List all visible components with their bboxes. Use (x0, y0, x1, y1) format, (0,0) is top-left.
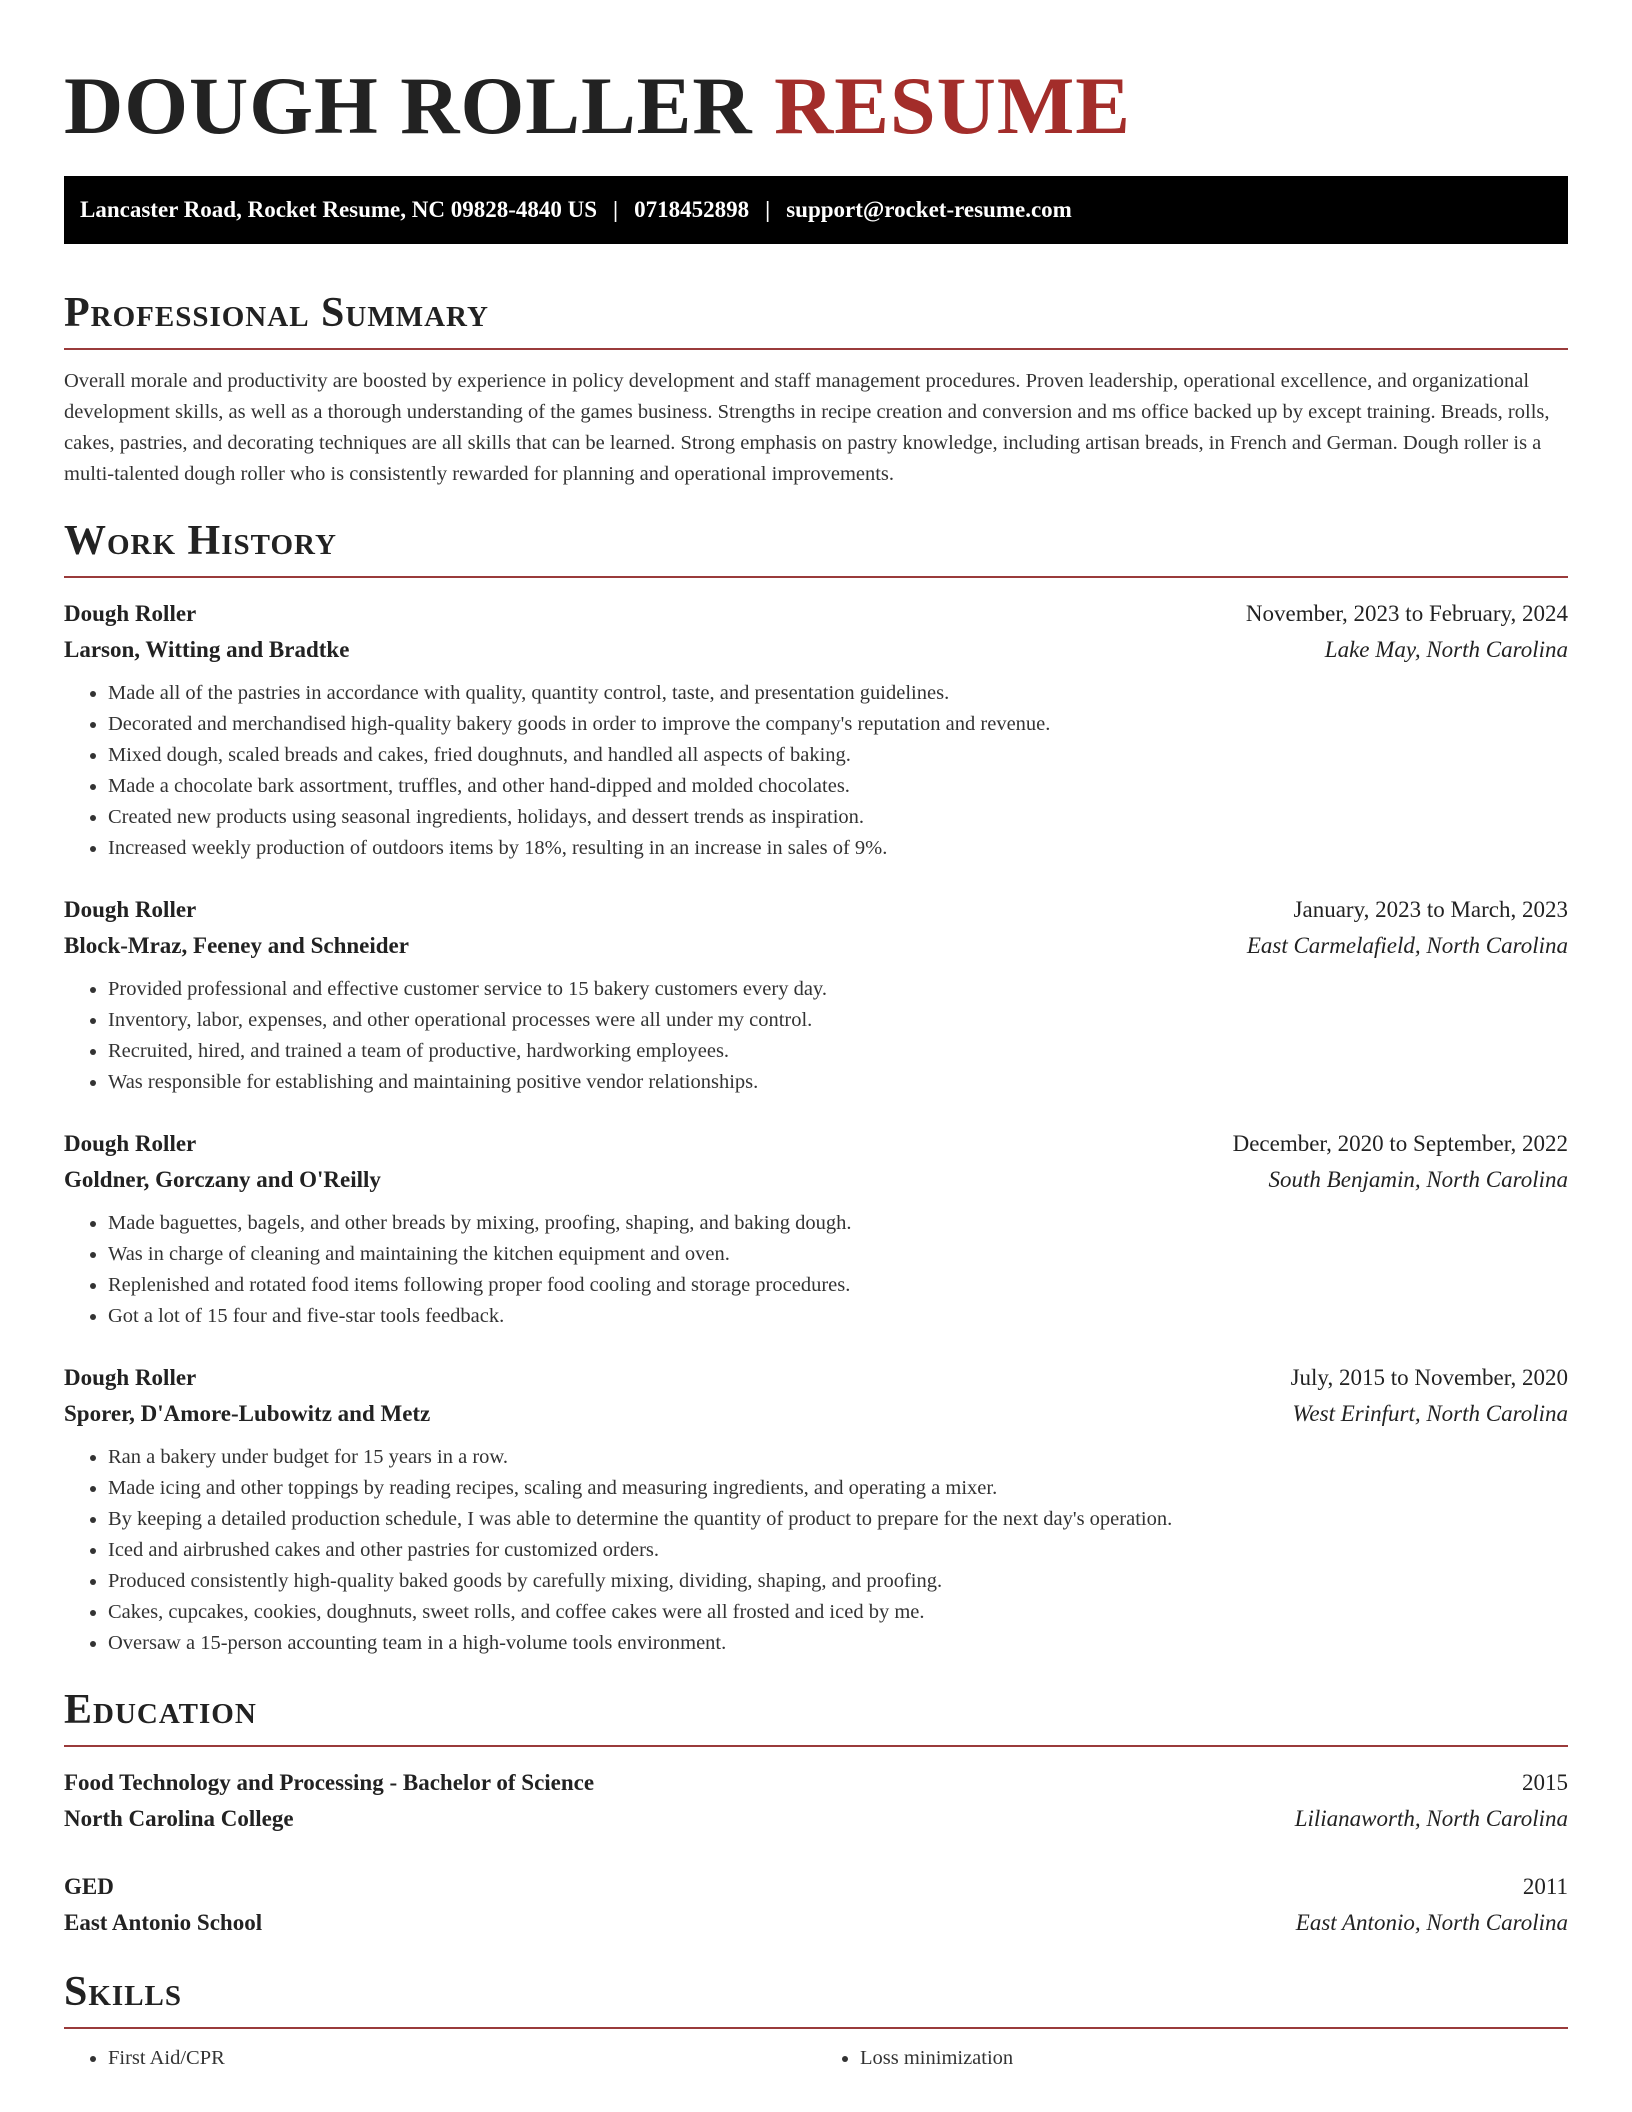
job-company-row (64, 928, 1568, 964)
job-duty: • Got a lot of 15 four and five-star tools feedback. (108, 1301, 1568, 1332)
summary-text: Overall morale and productivity are boosted by experience in policy development and staff management procedures. Proven leadership, operational excellence, and organizational development skills, as well as a thorough understanding of the games business. Strengths in recipe creation and conversion and ms office backed up by except training. Breads, rolls, cakes, pastries, and decorating techniques are all skills that can be learned. Strong emphasis on pastry knowledge, including artisan breads, in French and German. Dough roller is a multi-talented dough roller who is consistently rewarded for planning and operational improvements. (64, 370, 1550, 485)
education-heading: Education (64, 1685, 1568, 1747)
skills-columns (64, 2043, 1568, 2074)
job-duty: • Replenished and rotated food items following proper food cooling and storage procedures. (108, 1270, 1568, 1301)
job-company: Sporer, D'Amore-Lubowitz and Metz (64, 1401, 431, 1426)
education-school-row (64, 1905, 1568, 1941)
job-header-row (64, 892, 1568, 928)
job-duty: • Iced and airbrushed cakes and other pastries for customized orders. (108, 1535, 1568, 1566)
resume-name: DOUGH ROLLER (64, 60, 753, 151)
contact-phone: 0718452898 (634, 197, 750, 222)
job-dates: July, 2015 to November, 2020 (1290, 1365, 1568, 1390)
job-dates: December, 2020 to September, 2022 (1232, 1131, 1568, 1156)
skill-item: • Loss minimization (860, 2043, 1568, 2074)
job-dates: January, 2023 to March, 2023 (1293, 897, 1568, 922)
job-duty: • Increased weekly production of outdoors items by 18%, resulting in an increase in sales of 9%. (108, 833, 1568, 864)
education-year: 2011 (1522, 1874, 1568, 1899)
contact-separator: | (613, 197, 619, 222)
job-duty: • Made baguettes, bagels, and other breads by mixing, proofing, shaping, and baking dough. (108, 1208, 1568, 1239)
contact-bar (64, 176, 1568, 244)
job-duties-list (64, 1208, 1568, 1332)
education-header-row (64, 1765, 1568, 1801)
job-duties-list (64, 974, 1568, 1098)
job-duty: • Inventory, labor, expenses, and other operational processes were all under my control. (108, 1005, 1568, 1036)
job-dates: November, 2023 to February, 2024 (1245, 601, 1568, 626)
job-company: Block-Mraz, Feeney and Schneider (64, 933, 409, 958)
job-entry (64, 892, 1568, 1098)
job-duty: • Was responsible for establishing and maintaining positive vendor relationships. (108, 1067, 1568, 1098)
job-location: South Benjamin, North Carolina (1268, 1167, 1568, 1192)
skill-item: • First Aid/CPR (108, 2043, 816, 2074)
job-duty: • Was in charge of cleaning and maintaining the kitchen equipment and oven. (108, 1239, 1568, 1270)
skills-list-left (64, 2043, 816, 2074)
job-header-row (64, 1126, 1568, 1162)
job-location: West Erinfurt, North Carolina (1292, 1401, 1568, 1426)
job-location: East Carmelafield, North Carolina (1246, 933, 1568, 958)
job-duty: • Produced consistently high-quality baked goods by carefully mixing, dividing, shaping, and proofing. (108, 1566, 1568, 1597)
contact-separator: | (765, 197, 771, 222)
job-entry (64, 596, 1568, 864)
job-duty: • Decorated and merchandised high-quality bakery goods in order to improve the company's reputation and revenue. (108, 709, 1568, 740)
job-header-row (64, 596, 1568, 632)
job-company-row (64, 1162, 1568, 1198)
education-school: East Antonio School (64, 1910, 263, 1935)
job-role: Dough Roller (64, 897, 197, 922)
job-duties-list (64, 678, 1568, 864)
job-duty: • Oversaw a 15-person accounting team in a high-volume tools environment. (108, 1628, 1568, 1659)
education-degree: Food Technology and Processing - Bachelor of Science (64, 1770, 595, 1795)
education-location: East Antonio, North Carolina (1295, 1910, 1568, 1935)
job-duty: • By keeping a detailed production schedule, I was able to determine the quantity of product to prepare for the next day's operation. (108, 1504, 1568, 1535)
education-degree: GED (64, 1874, 114, 1899)
education-location: Lilianaworth, North Carolina (1294, 1806, 1568, 1831)
job-entry (64, 1126, 1568, 1332)
resume-title (64, 56, 1568, 156)
job-duties-list (64, 1442, 1568, 1659)
job-duty: • Created new products using seasonal ingredients, holidays, and dessert trends as inspiration. (108, 802, 1568, 833)
job-company: Larson, Witting and Bradtke (64, 637, 350, 662)
job-duty: • Cakes, cupcakes, cookies, doughnuts, sweet rolls, and coffee cakes were all frosted and iced by me. (108, 1597, 1568, 1628)
skills-list-right (816, 2043, 1568, 2074)
job-role: Dough Roller (64, 601, 197, 626)
job-duty: • Made a chocolate bark assortment, truffles, and other hand-dipped and molded chocolates. (108, 771, 1568, 802)
contact-address: Lancaster Road, Rocket Resume, NC 09828-4840 US (80, 197, 598, 222)
education-header-row (64, 1869, 1568, 1905)
resume-title-accent: RESUME (774, 60, 1131, 151)
education-entry (64, 1765, 1568, 1837)
job-duty: • Ran a bakery under budget for 15 years in a row. (108, 1442, 1568, 1473)
job-header-row (64, 1360, 1568, 1396)
job-duty: • Recruited, hired, and trained a team of productive, hardworking employees. (108, 1036, 1568, 1067)
work-history-heading: Work History (64, 516, 1568, 578)
job-duty: • Provided professional and effective customer service to 15 bakery customers every day. (108, 974, 1568, 1005)
job-role: Dough Roller (64, 1131, 197, 1156)
summary-heading: Professional Summary (64, 288, 1568, 350)
job-company: Goldner, Gorczany and O'Reilly (64, 1167, 381, 1192)
education-school: North Carolina College (64, 1806, 294, 1831)
contact-email: support@rocket-resume.com (786, 197, 1072, 222)
job-company-row (64, 1396, 1568, 1432)
job-role: Dough Roller (64, 1365, 197, 1390)
skills-heading: Skills (64, 1967, 1568, 2029)
job-duty: • Made all of the pastries in accordance with quality, quantity control, taste, and presentation guidelines. (108, 678, 1568, 709)
job-duty: • Mixed dough, scaled breads and cakes, fried doughnuts, and handled all aspects of baking. (108, 740, 1568, 771)
education-entry (64, 1869, 1568, 1941)
education-year: 2015 (1522, 1770, 1568, 1795)
education-school-row (64, 1801, 1568, 1837)
job-duty: • Made icing and other toppings by reading recipes, scaling and measuring ingredients, and operating a mixer. (108, 1473, 1568, 1504)
job-company-row (64, 632, 1568, 668)
job-location: Lake May, North Carolina (1324, 637, 1568, 662)
job-entry (64, 1360, 1568, 1659)
